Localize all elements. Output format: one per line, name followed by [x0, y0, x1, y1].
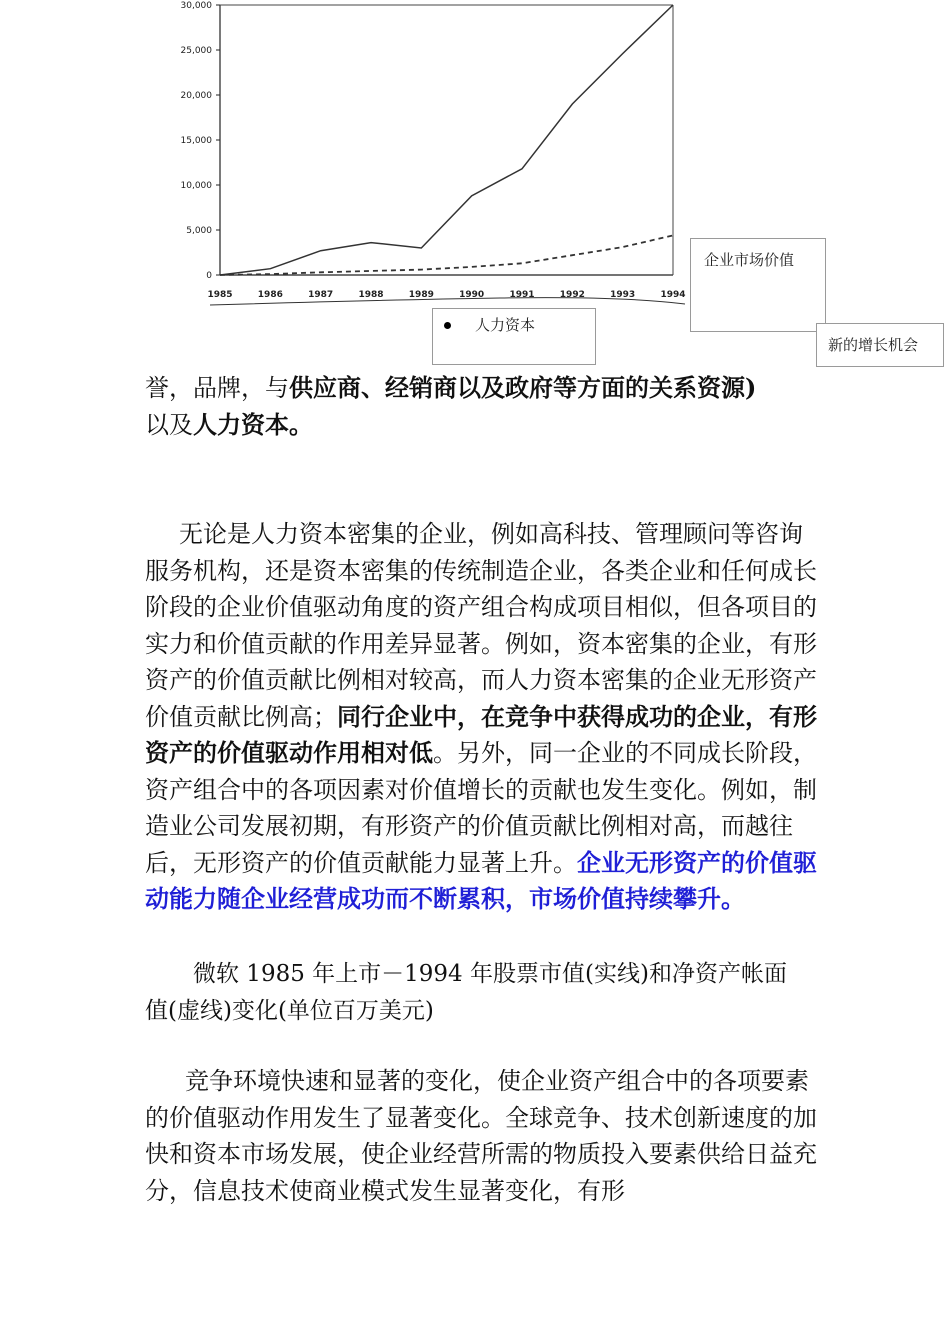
book-value-series-line — [220, 235, 673, 275]
growth-opportunity-label: 新的增长机会 — [828, 336, 919, 354]
y-tick-label: 20,000 — [180, 91, 212, 101]
y-tick-label: 25,000 — [180, 46, 212, 56]
market-value-label: 企业市场价值 — [704, 251, 795, 269]
para2-text-1: 无论是人力资本密集的企业，例如高科技、管理顾问等咨询服务机构，还是资本密集的传统制造企业，各类企业和任何成长阶段的企业价值驱动角度的资产组合构成项目相似，但各项目的实力和价值贡献的作用差异显著。例如，资本密集的企业，有形资产的价值贡献比例相对较高，而人力资本密集的企业无形资产价值贡献比例高； — [145, 520, 817, 731]
x-tick-label: 1987 — [308, 290, 334, 300]
growth-opportunity-label-box — [816, 323, 944, 367]
x-tick-label: 1992 — [559, 290, 585, 300]
paragraph-relationship-resources — [145, 370, 825, 443]
para2-bold-1: 同行企业中，在竞争中获得成功的企业，有形资产的价值驱动作用相对低 — [145, 701, 817, 767]
y-tick-label: 30,000 — [180, 1, 212, 11]
x-tick-label: 1991 — [509, 290, 535, 300]
y-tick-label: 5,000 — [186, 226, 212, 236]
chart-axes — [210, 5, 685, 305]
para1-line1-bold: 供应商、经销商以及政府等方面的关系资源) — [289, 373, 757, 402]
x-tick-label: 1993 — [610, 290, 636, 300]
market-cap-series-line — [220, 5, 673, 275]
human-capital-label-box — [432, 308, 596, 365]
bullet-icon — [444, 322, 451, 329]
x-tick-label: 1990 — [459, 290, 485, 300]
x-tick-label: 1986 — [257, 290, 283, 300]
para1-line2-plain: 以及 — [145, 410, 193, 439]
x-tick-label: 1994 — [660, 290, 686, 300]
para1-line2-bold: 人力资本。 — [193, 409, 313, 439]
y-tick-label: 15,000 — [180, 136, 212, 146]
x-tick-label: 1985 — [207, 290, 233, 300]
x-tick-label: 1988 — [358, 290, 384, 300]
y-tick-label: 0 — [206, 271, 212, 281]
caption-text: 微软 1985 年上市－1994 年股票市值(实线)和净资产帐面值(虚线)变化(单位百万美元) — [145, 961, 787, 1024]
market-value-label-box — [690, 238, 826, 332]
paragraph-asset-portfolio — [145, 516, 825, 918]
x-tick-label: 1989 — [408, 290, 434, 300]
paragraph-competitive-environment — [145, 1063, 825, 1209]
para2-text-2: 。另外，同一企业的不同成长阶段，资产组合中的各项因素对价值增长的贡献也发生变化。例如，制造业公司发展初期，有形资产的价值贡献比例相对高，而越往后，无形资产的价值贡献能力显著上升。 — [145, 739, 817, 877]
human-capital-label: 人力资本 — [475, 316, 536, 334]
para1-line1-plain: 誉，品牌，与 — [145, 374, 289, 402]
para2-blue-highlight: 企业无形资产的价值驱动能力随企业经营成功而不断累积，市场价值持续攀升。 — [145, 847, 817, 913]
y-tick-label: 10,000 — [180, 181, 212, 191]
para4-text: 竞争环境快速和显著的变化，使企业资产组合中的各项要素的价值驱动作用发生了显著变化。全球竞争、技术创新速度的加快和资本市场发展，使企业经营所需的物质投入要素供给日益充分，信息技术使商业模式发生显著变化，有形 — [145, 1067, 817, 1205]
chart-caption — [145, 956, 805, 1029]
chart-svg — [180, 0, 690, 310]
market-value-chart — [180, 0, 690, 310]
